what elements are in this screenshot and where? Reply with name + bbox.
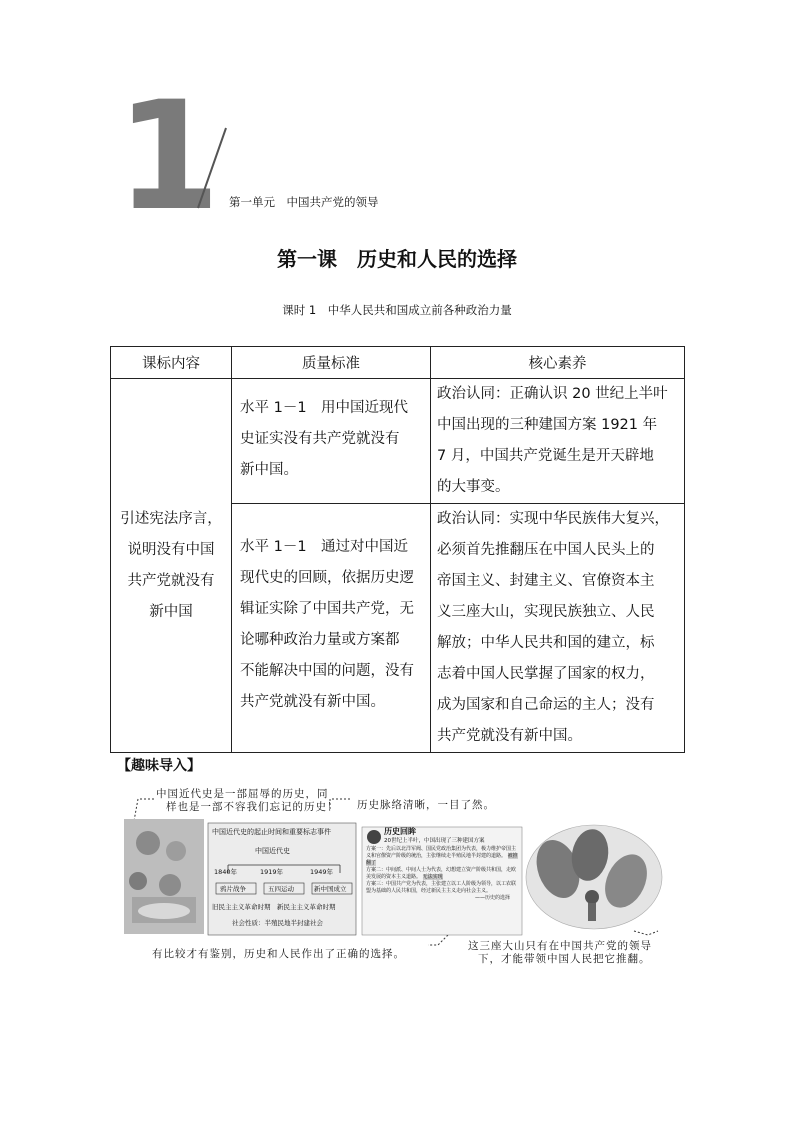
- unit-label: 第一单元 中国共产党的领导: [229, 195, 379, 209]
- caption-line: 这三座大山只有在中国共产党的领导: [468, 940, 652, 952]
- core-line: 中国出现的三种建国方案 1921 年: [437, 417, 658, 433]
- cartoon-panel-1: [124, 819, 204, 934]
- lesson-subtitle: 课时 1 中华人民共和国成立前各种政治力量: [282, 303, 512, 317]
- history-review-source: ——历史的选择: [474, 895, 510, 901]
- timeline-year: 1840年: [214, 868, 238, 876]
- core-line: 成为国家和自己命运的主人；没有: [437, 697, 655, 713]
- header-core-literacy: 核心素养: [431, 347, 685, 379]
- core-line: 解放；中华人民共和国的建立，标: [437, 635, 655, 651]
- quality-line: 共产党就没有新中国。: [240, 694, 385, 710]
- curriculum-standards-table: [110, 346, 685, 753]
- caption-bottom-right: [468, 940, 652, 966]
- history-review-title: 历史回眸: [384, 827, 416, 836]
- unit-slash-mark: [188, 126, 234, 210]
- quality-line: 辑证实除了中国共产党，无: [240, 601, 414, 617]
- timeline-event: 五四运动: [268, 885, 294, 893]
- timeline-event: 新中国成立: [314, 885, 347, 893]
- quality-line: 新中国。: [240, 462, 298, 478]
- quality-line: 史证实没有共产党就没有: [240, 431, 400, 447]
- content-line: 共产党就没有: [127, 572, 215, 589]
- plan-1-tag: 被推翻了: [366, 853, 518, 866]
- history-review-plans: [366, 846, 520, 902]
- plan-2: 方案二：中间派、中间人士为代表，幻想建立资产阶级共和国，走欧美发展的资本主义道路。 无法实现: [366, 867, 517, 880]
- lesson-title: 第一课 历史和人民的选择: [277, 247, 517, 271]
- quality-line: 水平 1－1 用中国近现代: [240, 400, 409, 416]
- caption-line: 中国近代史是一部屈辱的历史，同: [156, 788, 329, 800]
- timeline-nature: 社会性质：半殖民地半封建社会: [232, 919, 323, 927]
- table-row: [111, 379, 685, 504]
- three-mountains-cartoon-panel-4: [526, 825, 662, 929]
- fun-intro-label: 【趣味导入】: [117, 758, 201, 774]
- quality-line: 论哪种政治力量或方案都: [240, 632, 400, 648]
- quality-line: 水平 1－1 通过对中国近: [240, 539, 409, 555]
- plan-1: 方案一：先后以北洋军阀、国民党政治集团为代表，极力维护帝国主义和官僚资产阶级的统治，主张继续走半殖民地半封建的道路。 被推翻了: [366, 846, 518, 866]
- timeline-card-title: 中国近代史的起止时间和重要标志事件: [212, 828, 331, 836]
- core-literacy-cell-1: [431, 379, 685, 504]
- quality-line: 不能解决中国的问题，没有: [240, 663, 414, 679]
- caption-line: 样也是一部不容我们忘记的历史！: [166, 801, 339, 813]
- core-literacy-cell-2: [431, 504, 685, 753]
- quality-standard-cell-2: [232, 504, 431, 753]
- history-review-subtitle: 20世纪上半叶，中国出现了三种建国方案: [384, 838, 485, 844]
- content-line: 说明没有中国: [127, 541, 215, 558]
- timeline-event: 鸦片战争: [220, 885, 246, 893]
- header-curriculum-content: 课标内容: [111, 347, 232, 379]
- core-line: 必须首先推翻压在中国人民头上的: [437, 542, 655, 558]
- core-line: 义三座大山，实现民族独立、人民: [437, 604, 655, 620]
- core-line: 共产党就没有新中国。: [437, 728, 582, 744]
- core-line: 7 月，中国共产党诞生是开天辟地: [437, 448, 654, 464]
- caption-bottom-left: 有比较才有鉴别，历史和人民作出了正确的选择。: [152, 948, 405, 960]
- timeline-year: 1919年: [260, 868, 284, 876]
- core-line: 帝国主义、封建主义、官僚资本主: [437, 573, 655, 589]
- unit-number: 1: [116, 70, 215, 244]
- plan-2-tag: 无法实现: [422, 874, 443, 880]
- core-line: 政治认同：正确认识 20 世纪上半叶: [437, 386, 668, 402]
- content-line: 新中国: [149, 603, 193, 620]
- quality-line: 现代史的回顾，依据历史逻: [240, 570, 414, 586]
- plan-3: 方案三：中国共产党为代表，主张建立以工人阶级为领导，以工农联盟为基础的人民共和国，经过新民主主义走向社会主义。: [366, 881, 517, 894]
- quality-standard-cell-1: [232, 379, 431, 504]
- core-line: 志着中国人民掌握了国家的权力，: [437, 666, 655, 682]
- core-line: 的大事变。: [437, 479, 510, 495]
- content-line: 引述宪法序言，: [120, 510, 222, 527]
- timeline-year: 1949年: [310, 868, 334, 876]
- timeline-periods: 旧民主主义革命时期 新民主主义革命时期: [212, 903, 336, 911]
- header-quality-standard: 质量标准: [232, 347, 431, 379]
- core-line: 政治认同：实现中华民族伟大复兴，: [437, 511, 669, 527]
- curriculum-content-cell: [111, 379, 232, 753]
- caption-line: 下，才能带领中国人民把它推翻。: [478, 953, 651, 965]
- timeline-card-subtitle: 中国近代史: [255, 847, 290, 855]
- caption-top-mid: 历史脉络清晰，一目了然。: [357, 799, 495, 811]
- table-header-row: [111, 347, 685, 379]
